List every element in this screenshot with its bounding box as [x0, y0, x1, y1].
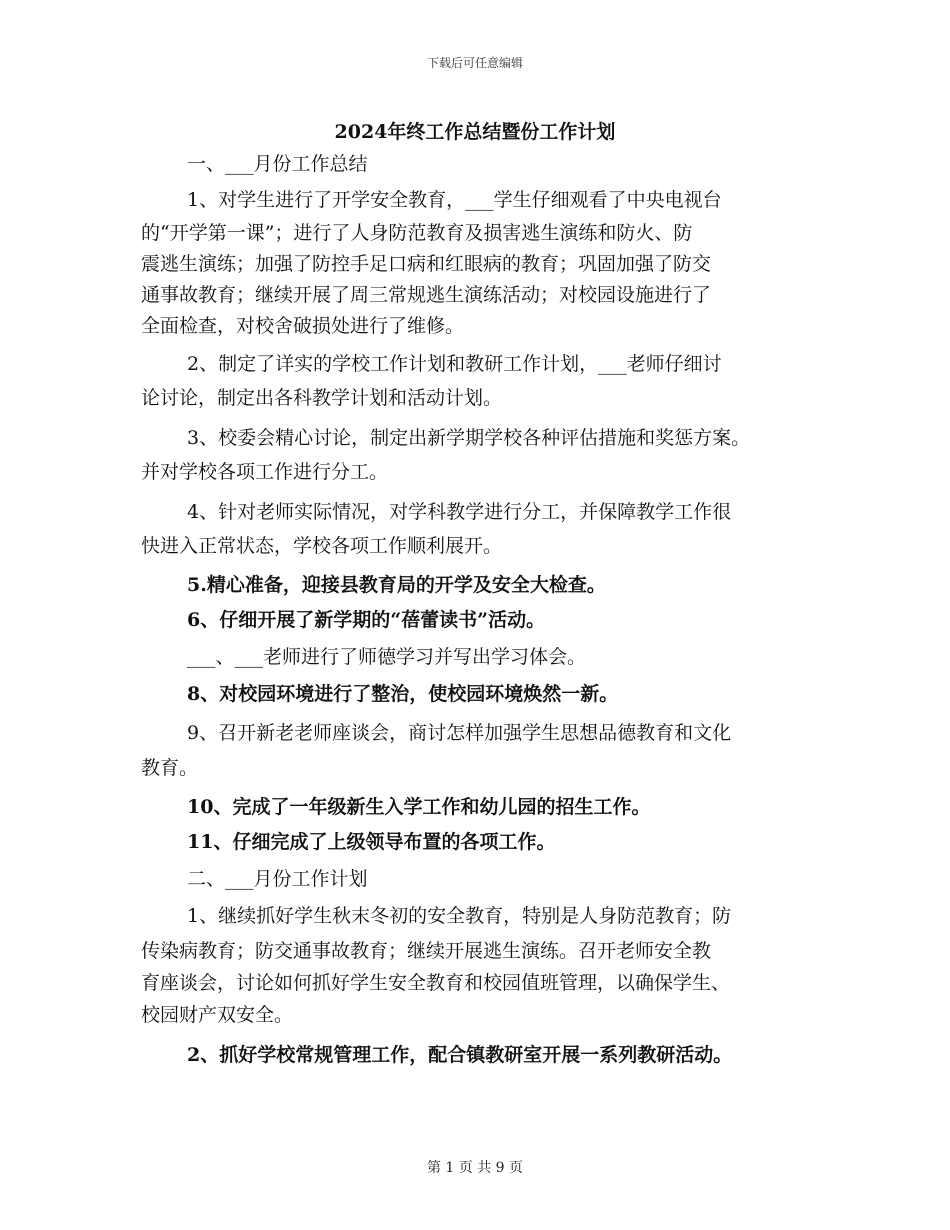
page-footer: 第 1 页 共 9 页: [426, 1160, 524, 1176]
paragraph: 8、对校园环境进行了整治，使校园环境焕然一新。: [187, 683, 619, 705]
paragraph: 2、抓好学校常规管理工作，配合镇教研室开展一系列教研活动。: [187, 1044, 733, 1066]
paragraph-line: 育座谈会，讨论如何抓好学生安全教育和校园值班管理，以确保学生、: [141, 972, 731, 994]
paragraph-line: 通事故教育；继续开展了周三常规逃生演练活动；对校园设施进行了: [141, 284, 712, 306]
paragraph-line: 传染病教育；防交通事故教育；继续开展逃生演练。召开老师安全教: [141, 940, 712, 962]
paragraph: 5.精心准备，迎接县教育局的开学及安全大检查。: [187, 574, 606, 596]
paragraph: [141, 490, 811, 564]
paragraph-line: 2、制定了详实的学校工作计划和教研工作计划，___老师仔细讨: [187, 353, 722, 375]
section-heading: 二、___月份工作计划: [187, 868, 368, 890]
paragraph-line: 快进入正常状态，学校各项工作顺利展开。: [141, 535, 503, 557]
paragraph: [141, 898, 811, 1031]
paragraph: [141, 713, 811, 786]
paragraph-line: 论讨论，制定出各科教学计划和活动计划。: [141, 387, 503, 409]
paragraph-line: 校园财产双安全。: [141, 1004, 294, 1026]
section-heading: 一、___月份工作总结: [187, 153, 368, 175]
document-body: [141, 146, 811, 1071]
paragraph: [141, 416, 811, 490]
document-title: 2024年终工作总结暨份工作计划: [334, 121, 616, 143]
paragraph-line: 并对学校各项工作进行分工。: [141, 461, 389, 483]
paragraph-line: 震逃生演练；加强了防控手足口病和红眼病的教育；巩固加强了防交: [141, 253, 712, 275]
paragraph: [141, 182, 811, 342]
paragraph-line: 9、召开新老老师座谈会，商讨怎样加强学生思想品德教育和文化: [187, 722, 732, 744]
paragraph: 10、完成了一年级新生入学工作和幼儿园的招生工作。: [187, 796, 651, 818]
paragraph-line: 1、继续抓好学生秋末冬初的安全教育，特别是人身防范教育；防: [187, 905, 732, 927]
paragraph-line: 1、对学生进行了开学安全教育，___学生仔细观看了中央电视台: [187, 189, 722, 211]
paragraph: ___、___老师进行了师德学习并写出学习体会。: [187, 646, 587, 668]
paragraph-line: 的“开学第一课”；进行了人身防范教育及损害逃生演练和防火、防: [141, 222, 693, 244]
paragraph-line: 3、校委会精心讨论，制定出新学期学校各种评估措施和奖惩方案。: [187, 427, 751, 449]
header-note: 下载后可任意编辑: [426, 56, 523, 70]
paragraph-line: 全面检查，对校舍破损处进行了维修。: [141, 315, 465, 337]
paragraph: 11、仔细完成了上级领导布置的各项工作。: [187, 831, 556, 853]
paragraph: 6、仔细开展了新学期的“蓓蕾读书”活动。: [187, 609, 546, 631]
paragraph-line: 教育。: [141, 757, 199, 779]
paragraph-line: 4、针对老师实际情况，对学科教学进行分工，并保障教学工作很: [187, 501, 732, 523]
paragraph: [141, 342, 811, 416]
